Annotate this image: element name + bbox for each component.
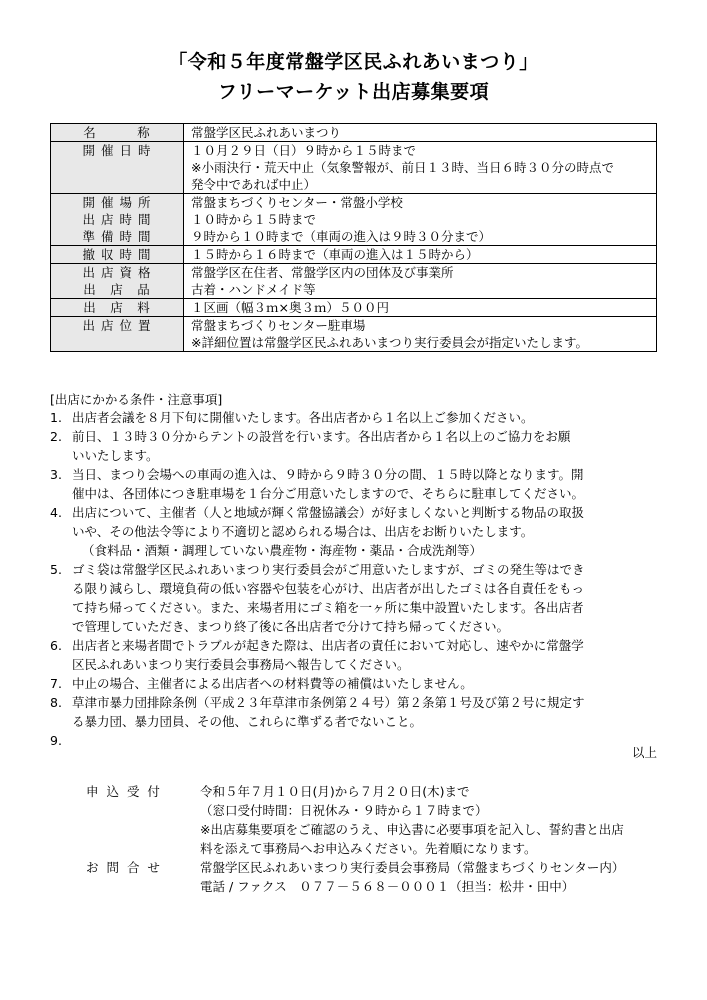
list-item xyxy=(50,636,660,674)
conditions-list xyxy=(50,408,660,750)
list-item-line: いや、その他法令等により不適切と認められる場合は、出店をお断りいたします。 xyxy=(72,524,534,539)
list-item-line: 出店について、主催者（人と地域が輝く常盤協議会）が好ましくないと判断する物品の取扱 xyxy=(72,505,585,520)
accept-label: 申 込 受 付 xyxy=(86,784,162,799)
list-item-line: 草津市暴力団排除条例（平成２３年草津市条例第２４号）第２条第１号及び第２号に規定す xyxy=(72,695,585,710)
accept-note: ※出店募集要項をご確認のうえ、申込書に必要事項を記入し、誓約書と出店 xyxy=(200,822,624,837)
list-item-line: る限り減らし、環境負荷の低い容器や包装を心がけ、出店者が出したゴミは各自責任をもっ xyxy=(72,581,585,596)
open-label: 出 店 時 間 xyxy=(82,212,152,227)
accept-value xyxy=(200,782,666,858)
list-item-subnote: （食料品・酒類・調理していない農産物・海産物・薬品・合成洗剤等） xyxy=(82,543,483,558)
row-label: 開 催 日 時 xyxy=(51,142,184,194)
row-value-group xyxy=(184,264,657,299)
row-label: 出 店 料 xyxy=(51,299,184,317)
row-label: 出 店 位 置 xyxy=(51,317,184,352)
accept-hours: （窓口受付時間：日祝休み・９時から１７時まで） xyxy=(200,803,488,818)
list-item-line: いいたします。 xyxy=(72,448,159,463)
list-item-number: 2. xyxy=(50,429,62,444)
table-row xyxy=(51,194,657,246)
accept-note-cont: 料を添えて事務局へお申込みください。先着順になります。 xyxy=(200,841,537,856)
row-value xyxy=(184,142,657,194)
list-item xyxy=(50,731,660,750)
list-item-line: で管理していただき、まつり終了後に各出店者で分けて持ち帰ってください。 xyxy=(72,619,510,634)
list-item-line: 出店者と来場者間でトラブルが起きた際は、出店者の責任において対応し、速やかに常盤学 xyxy=(72,638,584,653)
list-item xyxy=(50,560,660,636)
date-value: １０月２９日（日）９時から１５時まで xyxy=(191,143,417,158)
qual-value: 常盤学区在住者、常盤学区内の団体及び事業所 xyxy=(191,265,454,280)
list-item-number: 7. xyxy=(50,676,62,691)
contact-office: 常盤学区民ふれあいまつり実行委員会事務局（常盤まちづくりセンター内） xyxy=(200,860,625,875)
list-item-line: 当日、まつり会場への車両の進入は、９時から９時３０分の間、１５時以降となります。開 xyxy=(72,467,584,482)
prep-value: ９時から１０時まで（車両の進入は９時３０分まで） xyxy=(191,229,492,244)
list-item-line: 催中は、各団体につき駐車場を１台分ご用意いたしますので、そちらに駐車してください。 xyxy=(72,486,585,501)
row-label: 名 称 xyxy=(51,124,184,142)
venue-value: 常盤まちづくりセンター・常盤小学校 xyxy=(191,195,403,210)
list-item-line: ゴミ袋は常盤学区民ふれあいまつり実行委員会がご用意いたしますが、ゴミの発生等はでき xyxy=(72,562,585,577)
loc-value: 常盤まちづくりセンター駐車場 xyxy=(191,318,366,333)
prep-label: 準 備 時 間 xyxy=(82,229,152,244)
table-row xyxy=(51,317,657,352)
document-title: 「令和５年度常盤学区民ふれあいまつり」 xyxy=(168,51,539,73)
row-value xyxy=(184,317,657,352)
list-item xyxy=(50,674,660,693)
goods-value: 古着・ハンドメイド等 xyxy=(191,282,316,297)
table-row xyxy=(51,299,657,317)
list-item-line: 出店者会議を８月下旬に開催いたします。各出店者から１名以上ご参加ください。 xyxy=(72,410,534,425)
list-item-number: 6. xyxy=(50,638,62,653)
list-item xyxy=(50,465,660,503)
row-label: 撤 収 時 間 xyxy=(51,246,184,264)
contact-value xyxy=(200,858,666,896)
list-item-number: 4. xyxy=(50,505,62,520)
list-item-line: て持ち帰ってください。また、来場者用にゴミ箱を一ヶ所に集中設置いたします。各出店者 xyxy=(72,600,584,615)
conditions-heading: [出店にかかる条件・注意事項] xyxy=(50,392,223,407)
list-item-line: 中止の場合、主催者による出店者への材料費等の補償はいたしません。 xyxy=(72,676,473,691)
row-value: １区画（幅３ｍ×奥３ｍ）５００円 xyxy=(184,299,657,317)
list-item xyxy=(50,427,660,465)
goods-label: 出 店 品 xyxy=(83,282,151,297)
accept-period: 令和５年７月１０日(月)から７月２０日(木)まで xyxy=(200,784,470,799)
application-row xyxy=(86,782,666,858)
contact-phone: 電話 / ファクス ０７７－５６８－０００１（担当：松井・田中） xyxy=(200,879,575,894)
row-value-group xyxy=(184,194,657,246)
date-note-cont: 発令中であれば中止） xyxy=(191,177,317,192)
application-section xyxy=(86,782,666,896)
list-item xyxy=(50,408,660,427)
list-item-line xyxy=(72,731,660,750)
list-item-line: 区民ふれあいまつり実行委員会事務局へ報告してください。 xyxy=(72,657,410,672)
venue-label: 開 催 場 所 xyxy=(82,195,152,210)
list-item-line: 前日、１３時３０分からテントの設営を行います。各出店者から１名以上のご協力をお願 xyxy=(72,429,571,444)
table-row xyxy=(51,264,657,299)
qual-label: 出 店 資 格 xyxy=(82,265,152,280)
loc-note: ※詳細位置は常盤学区民ふれあいまつり実行委員会が指定いたします。 xyxy=(191,335,588,350)
list-item-line: る暴力団、暴力団員、その他、これらに準ずる者でないこと。 xyxy=(72,714,423,729)
row-label-group xyxy=(51,264,184,299)
table-row xyxy=(51,142,657,194)
table-row xyxy=(51,246,657,264)
closing-text: 以上 xyxy=(631,745,657,760)
document-subtitle: フリーマーケット出店募集要項 xyxy=(217,81,490,103)
list-item-number: 1. xyxy=(50,410,62,425)
list-item-number: 3. xyxy=(50,467,62,482)
row-value: １５時から１６時まで（車両の進入は１５時から） xyxy=(184,246,657,264)
list-item-number: 8. xyxy=(50,695,62,710)
contact-row xyxy=(86,858,666,896)
list-item-number: 5. xyxy=(50,562,62,577)
date-note: ※小雨決行・荒天中止（気象警報が、前日１３時、当日６時３０分の時点で xyxy=(191,160,614,175)
list-item xyxy=(50,503,660,560)
contact-label: お 問 合 せ xyxy=(86,860,162,875)
row-label-group xyxy=(51,194,184,246)
list-item xyxy=(50,693,660,731)
table-row xyxy=(51,124,657,142)
info-table xyxy=(50,123,657,352)
row-value: 常盤学区民ふれあいまつり xyxy=(184,124,657,142)
list-item-number: 9. xyxy=(50,733,62,748)
open-value: １０時から１５時まで xyxy=(191,212,317,227)
